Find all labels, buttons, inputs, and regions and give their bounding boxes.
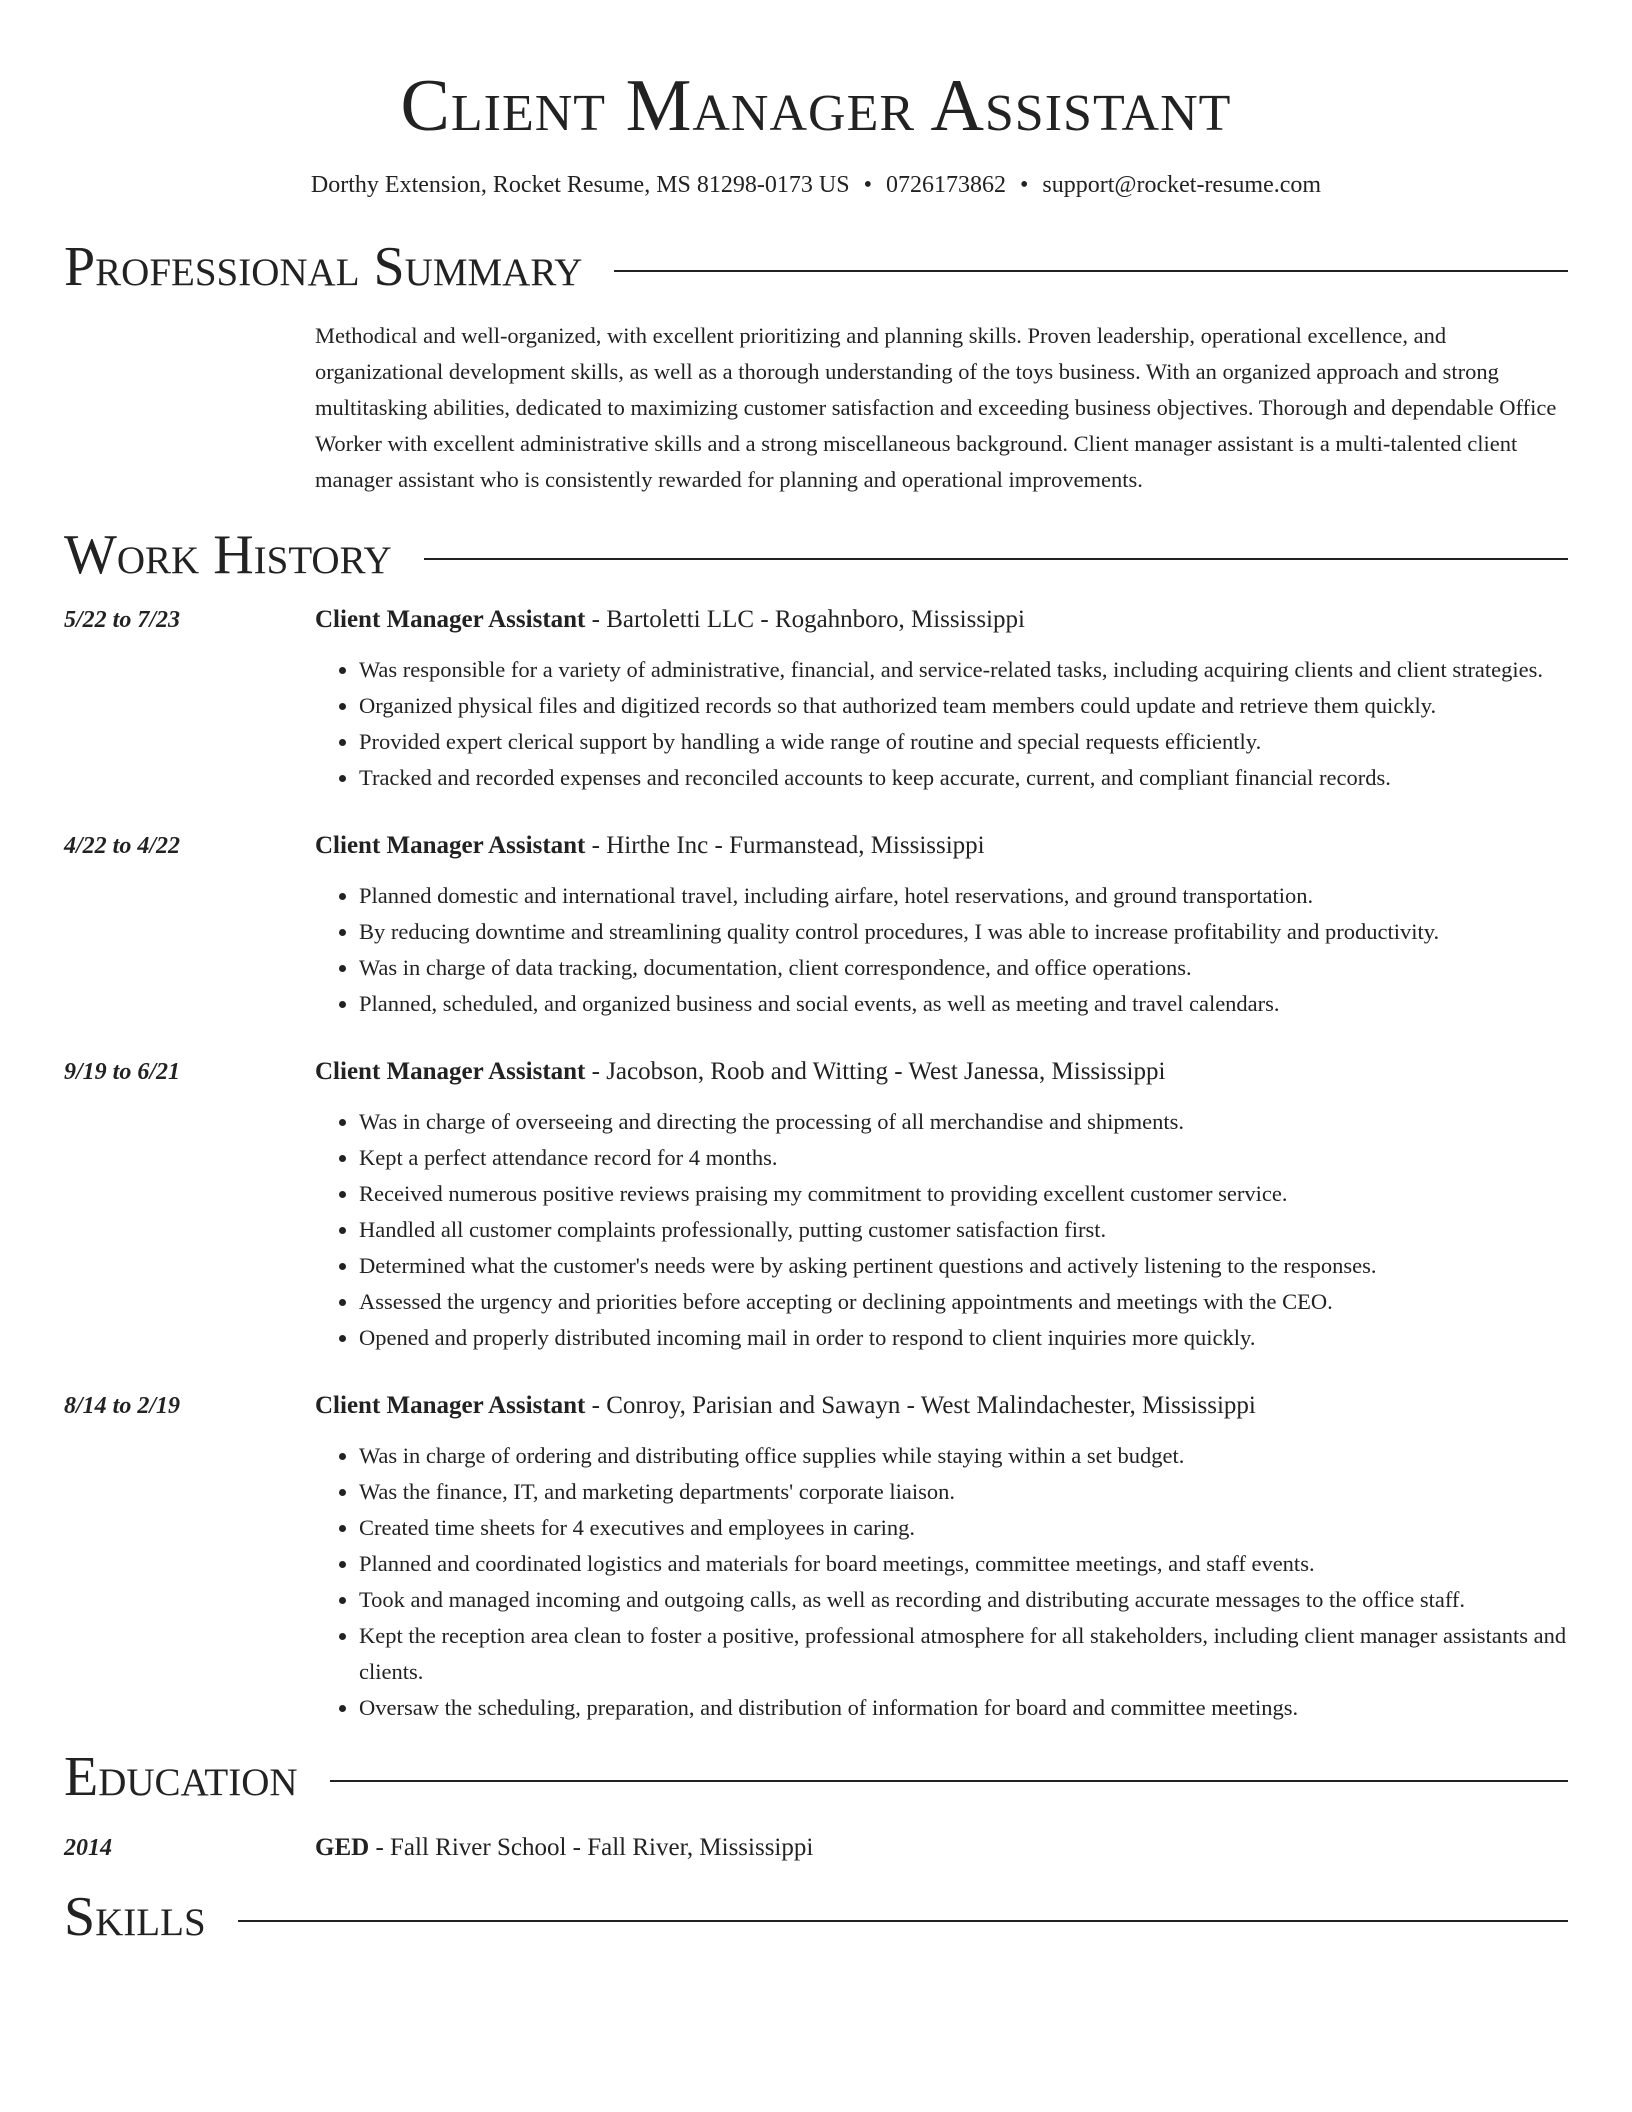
contact-line (64, 170, 1568, 200)
job-role: Client Manager Assistant (315, 1058, 586, 1085)
job-bullet: • Was in charge of overseeing and directing the processing of all merchandise and shipments. (359, 1104, 1568, 1140)
summary-text: Methodical and well-organized, with excellent prioritizing and planning skills. Proven leadership, operational excellence, and organizational development skills, as well as a thorough understanding of the toys business. With an organized approach and strong multitasking abilities, dedicated to maximizing customer satisfaction and exceeding business objectives. Thorough and dependable Office Worker with excellent administrative skills and a strong miscellaneous background. Client manager assistant is a multi-talented client manager assistant who is consistently rewarded for planning and operational improvements. (315, 323, 1557, 492)
job-bullet: • By reducing downtime and streamlining quality control procedures, I was able to increase profitability and productivity. (359, 914, 1568, 950)
section-divider (330, 1780, 1568, 1782)
section-title-education: Education (64, 1746, 298, 1808)
contact-email: support@rocket-resume.com (1042, 172, 1322, 198)
education-heading (315, 1830, 813, 1866)
contact-separator: • (863, 172, 872, 198)
job-entry (64, 1054, 1568, 1356)
section-header-work-history (64, 522, 1568, 588)
section-title-work-history: Work History (64, 524, 392, 586)
contact-address: Dorthy Extension, Rocket Resume, MS 81298-0173 US (310, 172, 850, 198)
job-bullet: • Kept a perfect attendance record for 4 months. (359, 1140, 1568, 1176)
job-bullet: • Determined what the customer's needs were by asking pertinent questions and actively listening to the responses. (359, 1248, 1568, 1284)
job-bullet: • Organized physical files and digitized records so that authorized team members could update and retrieve them quickly. (359, 688, 1568, 724)
job-heading (315, 1054, 1165, 1090)
job-bullet: • Received numerous positive reviews praising my commitment to providing excellent customer service. (359, 1176, 1568, 1212)
section-divider (614, 270, 1568, 272)
job-entry (64, 1388, 1568, 1726)
job-details: - Hirthe Inc - Furmanstead, Mississippi (585, 832, 985, 859)
job-bullet: • Was in charge of data tracking, documentation, client correspondence, and office operations. (359, 950, 1568, 986)
job-role: Client Manager Assistant (315, 1392, 586, 1419)
candidate-name: Client Manager Assistant (400, 65, 1232, 147)
job-details: - Bartoletti LLC - Rogahnboro, Mississippi (585, 606, 1025, 633)
education-degree: GED (315, 1834, 370, 1861)
job-bullets (315, 878, 1568, 1022)
education-year: 2014 (64, 1835, 112, 1861)
section-title-summary: Professional Summary (64, 236, 583, 298)
job-bullet: • Was in charge of ordering and distributing office supplies while staying within a set budget. (359, 1438, 1568, 1474)
section-divider (238, 1920, 1568, 1922)
job-bullet: • Planned and coordinated logistics and materials for board meetings, committee meetings, and staff events. (359, 1546, 1568, 1582)
job-bullet: • Tracked and recorded expenses and reconciled accounts to keep accurate, current, and compliant financial records. (359, 760, 1568, 796)
resume-page (64, 0, 1568, 1950)
job-details: - Jacobson, Roob and Witting - West Janessa, Mississippi (585, 1058, 1166, 1085)
education-entry (64, 1830, 1568, 1866)
job-bullet: • Took and managed incoming and outgoing calls, as well as recording and distributing accurate messages to the office staff. (359, 1582, 1568, 1618)
section-header-skills (64, 1884, 1568, 1950)
contact-separator: • (1019, 172, 1029, 198)
job-bullet: • Handled all customer complaints professionally, putting customer satisfaction first. (359, 1212, 1568, 1248)
job-heading (315, 602, 1025, 638)
job-bullet: • Planned domestic and international travel, including airfare, hotel reservations, and ground transportation. (359, 878, 1568, 914)
job-bullet: • Was the finance, IT, and marketing departments' corporate liaison. (359, 1474, 1568, 1510)
job-bullet: • Assessed the urgency and priorities before accepting or declining appointments and meetings with the CEO. (359, 1284, 1568, 1320)
job-heading (315, 1388, 1256, 1424)
job-entry (64, 828, 1568, 1022)
job-bullet: • Planned, scheduled, and organized business and social events, as well as meeting and travel calendars. (359, 986, 1568, 1022)
job-bullets (315, 1438, 1568, 1726)
job-dates: 8/14 to 2/19 (64, 1393, 181, 1419)
job-bullet: • Opened and properly distributed incoming mail in order to respond to client inquiries more quickly. (359, 1320, 1568, 1356)
job-bullets (315, 1104, 1568, 1356)
job-role: Client Manager Assistant (315, 606, 586, 633)
job-role: Client Manager Assistant (315, 832, 586, 859)
section-title-skills: Skills (64, 1886, 206, 1948)
job-dates: 5/22 to 7/23 (64, 607, 181, 633)
job-bullet: • Was responsible for a variety of administrative, financial, and service-related tasks, including acquiring clients and client strategies. (359, 652, 1568, 688)
job-dates: 4/22 to 4/22 (64, 833, 181, 859)
section-header-summary (64, 234, 1568, 300)
job-entry (64, 602, 1568, 796)
section-divider (424, 558, 1568, 560)
job-details: - Conroy, Parisian and Sawayn - West Malindachester, Mississippi (585, 1392, 1256, 1419)
job-heading (315, 828, 985, 864)
job-bullet: • Provided expert clerical support by handling a wide range of routine and special requests efficiently. (359, 724, 1568, 760)
job-bullet: • Oversaw the scheduling, preparation, and distribution of information for board and committee meetings. (359, 1690, 1568, 1726)
contact-phone: 0726173862 (885, 172, 1006, 198)
job-bullet: • Kept the reception area clean to foster a positive, professional atmosphere for all stakeholders, including client manager assistants and clients. (359, 1618, 1568, 1690)
section-header-education (64, 1744, 1568, 1810)
education-details: - Fall River School - Fall River, Mississippi (369, 1834, 814, 1861)
job-bullet: • Created time sheets for 4 executives and employees in caring. (359, 1510, 1568, 1546)
job-dates: 9/19 to 6/21 (64, 1059, 181, 1085)
job-bullets (315, 652, 1568, 796)
